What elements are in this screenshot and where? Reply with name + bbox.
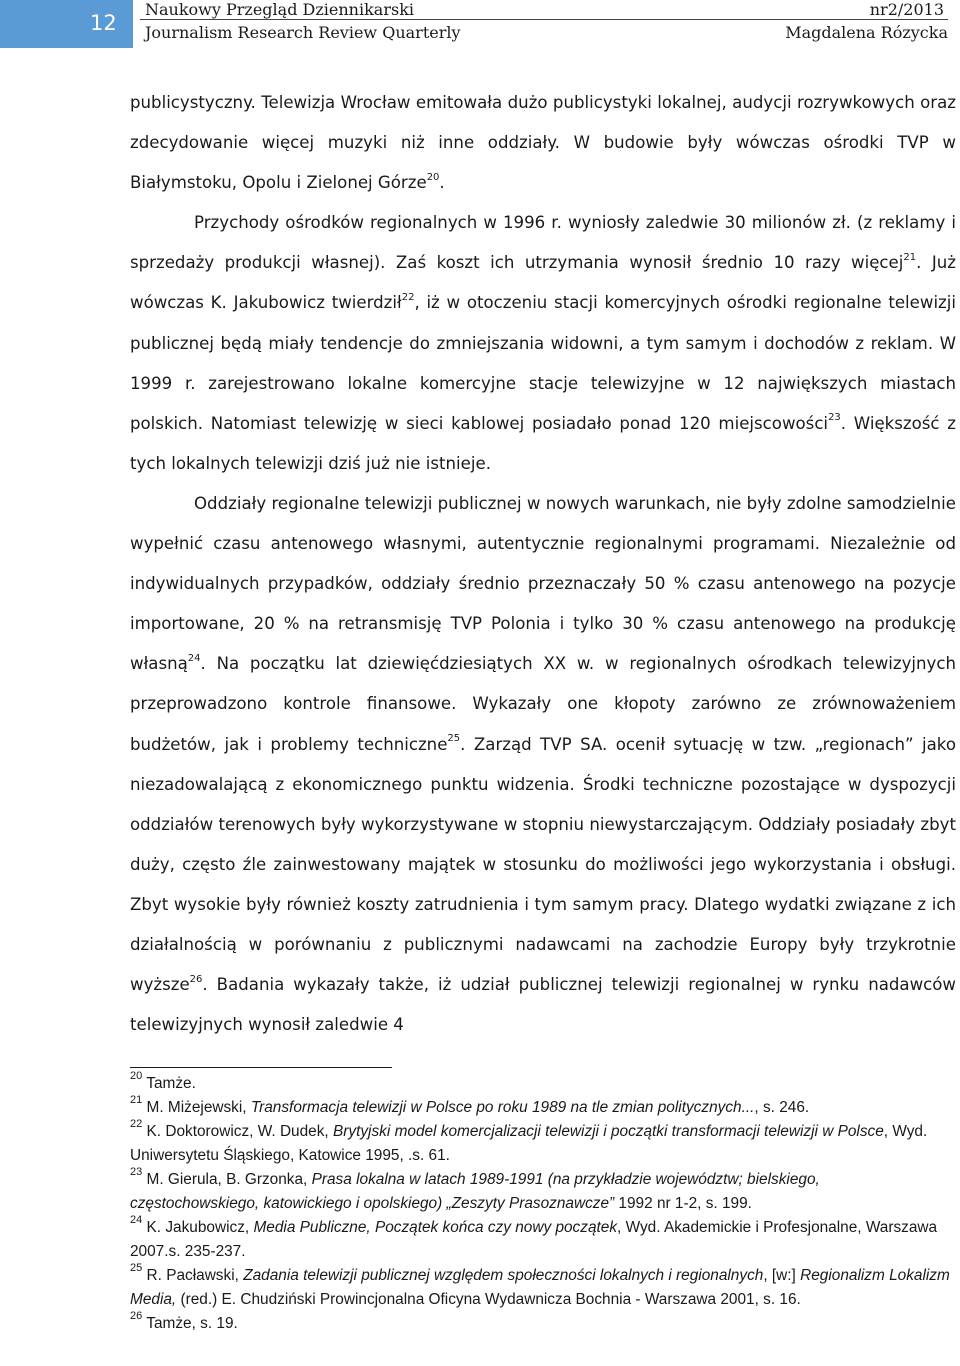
- footnote-23: [130, 1165, 950, 1216]
- footnote-ref: 23: [828, 412, 841, 424]
- footnote-text: Tamże.: [146, 1075, 196, 1092]
- footnote-text: , Wyd. Uniwersytetu Śląskiego, Katowice 1995, .s. 61.: [130, 1123, 928, 1164]
- article-body: [130, 83, 956, 1045]
- footnote-text: M. Miżejewski,: [146, 1099, 251, 1116]
- footnote-separator: [130, 1067, 392, 1068]
- footnote-number: 25: [130, 1261, 143, 1274]
- footnote-number: 21: [130, 1093, 143, 1106]
- footnote-title: Transformacja telewizji w Polsce po roku 1989 na tle zmian politycznych...: [250, 1099, 755, 1116]
- footnote-22: [130, 1117, 950, 1168]
- footnote-number: 24: [130, 1213, 143, 1226]
- paragraph-text: . Badania wykazały także, iż udział publicznej telewizji regionalnej w rynku nadawców telewizyjnych wynosił zaledwie 4: [130, 975, 956, 1035]
- journal-title-english: Journalism Research Review Quarterly: [145, 23, 461, 42]
- footnote-text: 1992 nr 1-2, s. 199.: [614, 1195, 752, 1212]
- footnote-text: (red.) E. Chudziński Prowincjonalna Oficyna Wydawnicza Bochnia - Warszawa 2001, s. 16.: [176, 1291, 801, 1308]
- paragraph-text: Oddziały regionalne telewizji publicznej w nowych warunkach, nie były zdolne samodzielnie wypełnić czasu antenowego własnymi, autentycznie regionalnymi programami. Niezależnie od indywidualnych przypadków, oddziały średnio przeznaczały 50 % czasu antenowego na pozycje importowane, 20 % na retransmisję TVP Polonia i tylko 30 % czasu antenowego na produkcję własną: [130, 493, 956, 674]
- article-author: Magdalena Rózycka: [785, 23, 948, 42]
- paragraph-text: , iż w otoczeniu stacji komercyjnych ośrodki regionalne telewizji publicznej będą miały tendencje do zmniejszania widowni, a tym samym i dochodów z reklam. W 1999 r. zarejestrowano lokalne komercyjne stacje telewizyjne w 12 największych miastach polskich. Natomiast telewizję w sieci kablowej posiadało ponad 120 miejscowości: [130, 293, 956, 433]
- footnote-ref: 25: [447, 732, 461, 744]
- footnote-25: [130, 1261, 950, 1312]
- footnote-number: 22: [130, 1117, 143, 1130]
- footnote-text: , Wyd. Akademickie i Profesjonalne, Warszawa 2007.s. 235-237.: [130, 1219, 938, 1260]
- footnote-text: Tamże, s. 19.: [146, 1315, 238, 1332]
- paragraph-1: [130, 83, 956, 484]
- footnote-title: Brytyjski model komercjalizacji telewizji i początki transformacji telewizji w Polsce: [333, 1123, 884, 1140]
- paragraph-text: . Zarząd TVP SA. ocenił sytuację w tzw. „regionach” jako niezadowalającą z ekonomicznego punktu widzenia. Środki techniczne pozostające w dyspozycji oddziałów terenowych były wykorzystywane w stopniu niewystarczającym. Oddziały posiadały zbyt duży, często źle zainwestowany majątek w stosunku do możliwości jego wykorzystania i obsługi. Zbyt wysokie były również koszty zatrudnienia i tym samym pracy. Dlatego wydatki związane z ich działalnością w porównaniu z publicznymi nadawcami na zachodzie Europy były trzykrotnie wyższe: [130, 734, 956, 995]
- footnote-ref: 22: [401, 291, 415, 303]
- paragraph-text: . Na początku lat dziewięćdziesiątych XX w. w regionalnych ośrodkach telewizyjnych przeprowadzono kontrole finansowe. Wykazały one kłopoty zarówno ze zrównoważeniem budżetów, jak i problemy techniczne: [130, 654, 956, 754]
- paragraph-text: . Większość z tych lokalnych telewizji dziś już nie istnieje.: [130, 413, 956, 473]
- footnote-number: 26: [130, 1309, 143, 1322]
- footnote-24: [130, 1213, 950, 1264]
- footnote-ref: 20: [426, 171, 440, 183]
- footnote-ref: 26: [189, 973, 203, 985]
- footnote-text: , [w:]: [763, 1267, 801, 1284]
- footnote-26: [130, 1309, 950, 1336]
- footnote-ref: 21: [903, 251, 917, 263]
- header-divider: [140, 19, 948, 20]
- paragraph-text: .: [439, 173, 445, 193]
- journal-title-polish: Naukowy Przegląd Dziennikarski: [145, 0, 415, 19]
- footnote-number: 23: [130, 1165, 143, 1178]
- footnote-text: R. Pacławski,: [146, 1267, 244, 1284]
- footnote-title: Regionalizm Lokalizm Media,: [130, 1267, 950, 1308]
- page-number-box: [0, 0, 133, 48]
- footnote-text: K. Doktorowicz, W. Dudek,: [146, 1123, 333, 1140]
- footnote-21: [130, 1093, 950, 1120]
- footnote-title: Media Publiczne, Początek końca czy nowy początek: [253, 1219, 618, 1236]
- footnote-text: K. Jakubowicz,: [146, 1219, 254, 1236]
- footnote-ref: 24: [187, 652, 201, 664]
- footnote-number: 20: [130, 1069, 143, 1082]
- paragraph-text: . Już wówczas K. Jakubowicz twierdził: [130, 253, 957, 313]
- paragraph-text: publicystyczny. Telewizja Wrocław emitowała dużo publicystyki lokalnej, audycji rozrywkowych oraz zdecydowanie więcej muzyki niż inne oddziały. W budowie były wówczas ośrodki TVP w Białymstoku, Opolu i Zielonej Górze: [130, 93, 956, 193]
- footnote-text: M. Gierula, B. Grzonka,: [146, 1171, 312, 1188]
- paragraph-2: [130, 484, 956, 1045]
- footnote-title: Prasa lokalna w latach 1989-1991 (na przykładzie województw; bielskiego, częstochowskiego, katowickiego i opolskiego) „Zeszyty Prasoznawcze”: [130, 1171, 820, 1212]
- issue-number: nr2/2013: [869, 0, 944, 19]
- footnotes: [130, 1069, 950, 1336]
- paragraph-text: Przychody ośrodków regionalnych w 1996 r. wyniosły zaledwie 30 milionów zł. (z reklamy i sprzedaży produkcji własnej). Zaś koszt ich utrzymania wynosił średnio 10 razy więcej: [130, 213, 956, 273]
- footnote-title: Zadania telewizji publicznej względem społeczności lokalnych i regionalnych: [243, 1267, 764, 1284]
- footnote-text: , s. 246.: [754, 1099, 810, 1116]
- footnote-20: [130, 1069, 950, 1096]
- page-number: 12: [90, 11, 117, 35]
